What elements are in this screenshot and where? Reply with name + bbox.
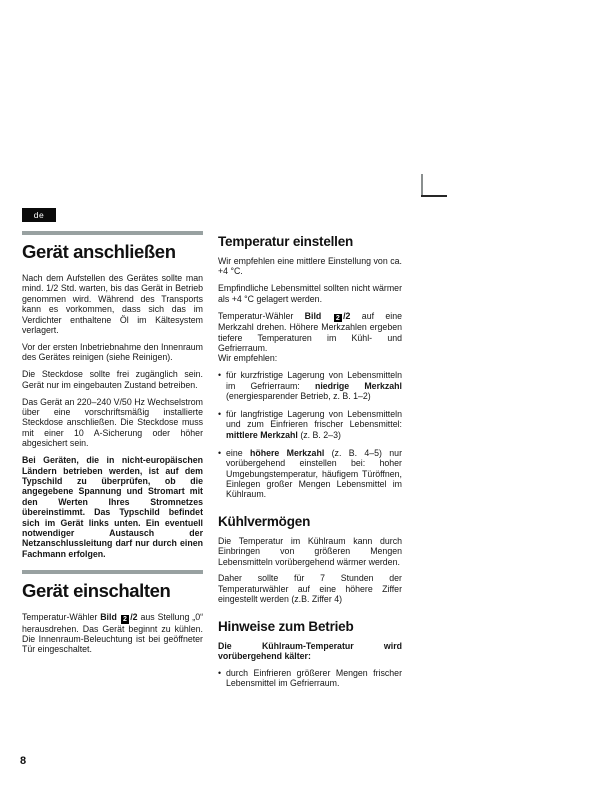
paragraph <box>218 311 402 354</box>
text-run-bold: /2 <box>130 612 138 623</box>
paragraph-warning: Bei Geräten, die in nicht-europäischen Ländern betrieben werden, ist auf dem Typschild zu überprüfen, ob die angegebene Spannung und Stromart mit den Werten Ihres Stromnetzes übereinstimmt. Das Typschild befindet sich im Gerät links unten. Ein eventuell notwendiger Austausch der Netzanschlussleitung darf nur durch einen Fachmann erfolgen. <box>22 455 203 559</box>
text-run: (z. B. 2–3) <box>297 429 341 440</box>
crop-mark-horizontal <box>421 195 447 197</box>
list-item <box>218 409 402 440</box>
text-run: eine <box>226 447 250 458</box>
text-run: Temperatur-Wähler <box>22 612 101 623</box>
text-run: für kurzfristige Lagerung von Lebensmitteln im Gefrierraum: <box>226 370 402 391</box>
heading-geraet-anschliessen: Gerät anschließen <box>22 241 176 262</box>
list-item <box>218 668 402 689</box>
paragraph: Daher sollte für 7 Stunden der Temperaturwähler auf eine höhere Ziffer eingestellt werden (z.B. Ziffer 4) <box>218 573 402 605</box>
text-run: (z. B. 4–5) nur vorübergehend einstellen bei: hoher Umgebungstemperatur, häufigem Türöffnen, Einlegen großer Mengen Lebensmittel im Kühlraum. <box>226 447 403 500</box>
bullet-icon: • <box>218 370 222 381</box>
text-run-bold: höhere Merkzahl <box>249 447 325 458</box>
text-run-bold: niedrige Merkzahl <box>314 380 402 391</box>
text-run-bold: mittlere Merkzahl <box>226 429 298 440</box>
page-number: 8 <box>20 755 27 767</box>
bullet-icon: • <box>218 667 222 678</box>
paragraph-bold: Die Kühlraum-Temperatur wird vorübergehend kälter: <box>218 640 402 662</box>
heading-hinweise-zum-betrieb: Hinweise zum Betrieb <box>218 618 354 634</box>
heading-geraet-einschalten: Gerät einschalten <box>22 580 171 602</box>
section-rule <box>22 231 203 235</box>
text-run: Temperatur-Wähler <box>218 310 305 321</box>
figure-2-badge: 2 <box>334 314 343 323</box>
list-item-text <box>226 370 402 401</box>
list-item-text <box>226 409 402 440</box>
text-run-bold: /2 <box>343 310 351 321</box>
language-badge: de <box>22 208 56 222</box>
text-run: für langfristige Lagerung von Lebensmitteln und zum Einfrieren frischer Lebensmittel: <box>226 408 402 430</box>
list-item-text: durch Einfrieren größerer Mengen frischer Lebensmittel im Gefrierraum. <box>226 667 402 689</box>
heading-kuehlvermoegen: Kühlvermögen <box>218 513 311 529</box>
bullet-icon: • <box>218 408 222 419</box>
text-run: aus Stellung „0“ herausdrehen. Das Gerät beginnt zu kühlen. Die Innenraum-Beleuchtung ist bei geöffneter Tür eingeschaltet. <box>22 612 204 655</box>
bild-label: Bild <box>304 310 333 321</box>
paragraph: Nach dem Aufstellen des Gerätes sollte man mind. 1/2 Std. warten, bis das Gerät in Betrieb genommen wird. Während des Transports kann es vorkommen, dass sich das im Verdichter enthaltene Öl im Kältesystem verlagert. <box>22 273 203 336</box>
left-column <box>22 231 203 661</box>
paragraph: Empfindliche Lebensmittel sollten nicht wärmer als +4 °C gelagert werden. <box>218 283 402 304</box>
text-run: (energiesparender Betrieb, z. B. 1–2) <box>226 391 371 402</box>
figure-2-badge: 2 <box>121 615 130 624</box>
paragraph: Vor der ersten Inbetriebnahme den Innenraum des Gerätes reinigen (siehe Reinigen). <box>22 341 203 363</box>
right-column <box>218 231 402 696</box>
paragraph: Wir empfehlen eine mittlere Einstellung von ca. +4 °C. <box>218 256 402 277</box>
list-item <box>218 448 402 500</box>
crop-mark-vertical <box>421 174 423 196</box>
section-rule <box>22 570 203 574</box>
list-item <box>218 370 402 401</box>
list-item-text <box>226 448 402 500</box>
paragraph: Wir empfehlen: <box>218 353 278 364</box>
bild-label: Bild <box>100 612 120 623</box>
paragraph <box>22 612 203 655</box>
heading-temperatur-einstellen: Temperatur einstellen <box>218 234 354 249</box>
text-run: auf eine Merkzahl drehen. Höhere Merkzahlen ergeben tiefere Temperaturen im Kühl- und Gefrierraum. <box>218 310 403 353</box>
paragraph: Die Temperatur im Kühlraum kann durch Einbringen von größeren Mengen Lebensmitteln vorübergehend wärmer werden. <box>218 535 402 567</box>
paragraph: Das Gerät an 220–240 V/50 Hz Wechselstrom über eine vorschriftsmäßig installierte Steckdose anschließen. Die Steckdose muss mit einer 10 A-Sicherung oder höher abgesichert sein. <box>22 396 203 449</box>
bullet-icon: • <box>218 447 222 458</box>
paragraph: Die Steckdose sollte frei zugänglich sein. Gerät nur im eingebauten Zustand betreiben. <box>22 369 203 390</box>
